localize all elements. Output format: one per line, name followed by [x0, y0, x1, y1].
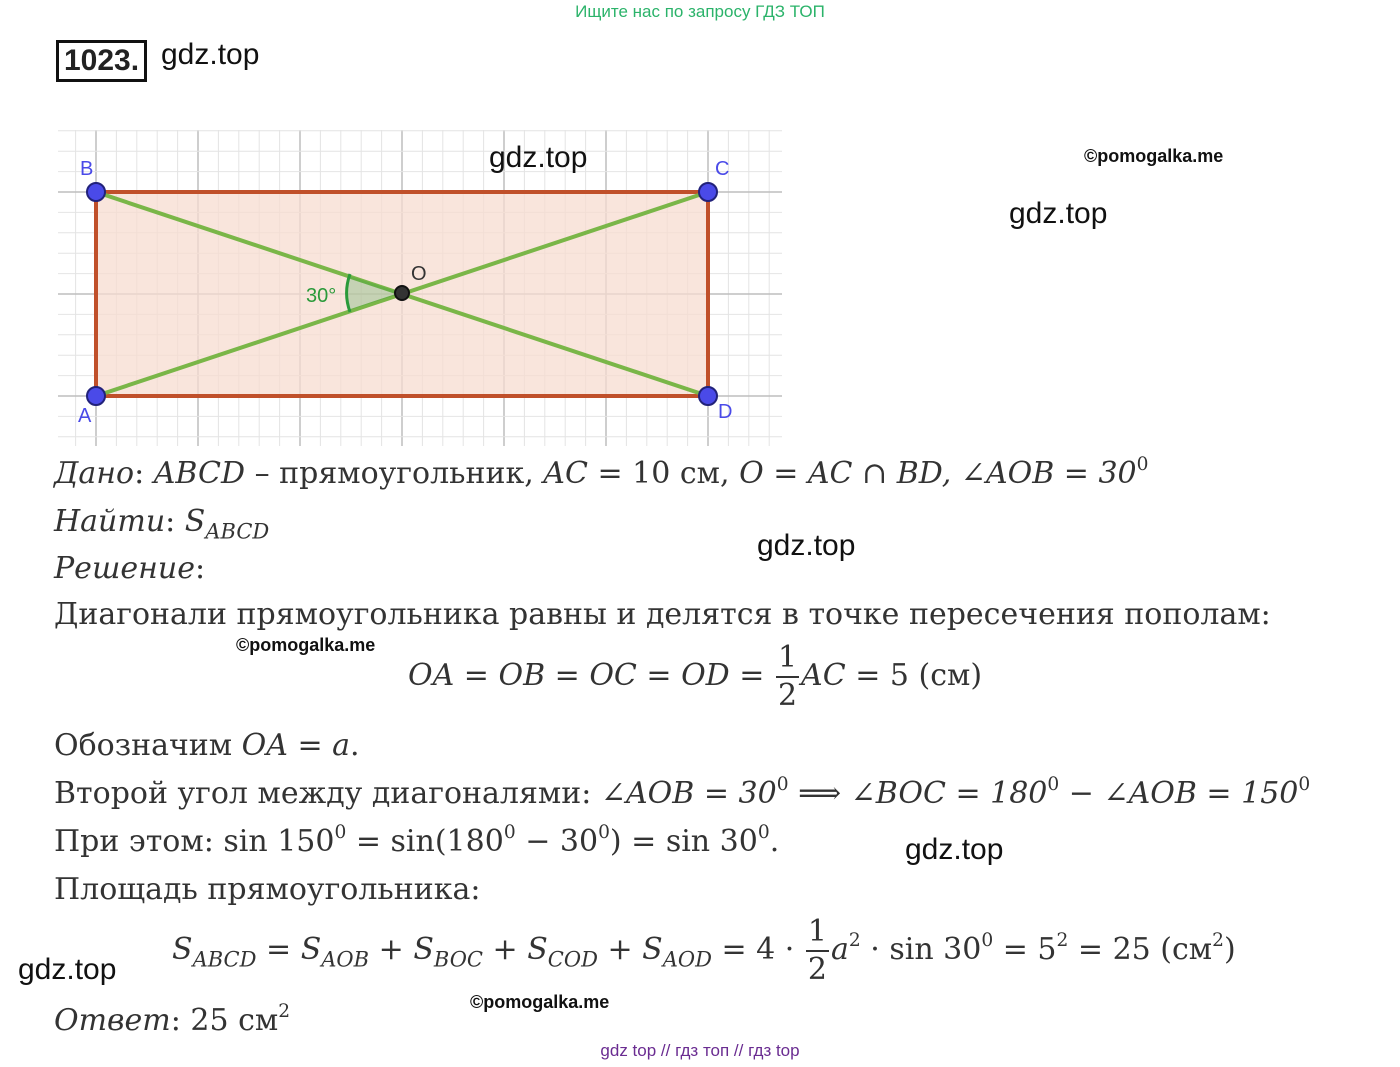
deg-3: 0	[1298, 773, 1311, 795]
label-c: C	[715, 158, 730, 180]
eq-sign: =	[266, 932, 292, 967]
sq-4: 2	[278, 1000, 291, 1022]
point-b	[87, 183, 105, 201]
frac2-num: 1	[806, 914, 829, 952]
sub-boc: BOC	[433, 947, 483, 972]
site-name: gdz.top	[161, 38, 260, 71]
sin-eq2: = sin(180	[355, 824, 504, 859]
denote-line: Обозначим OA = a.	[54, 728, 360, 763]
angle-eq1: ∠AOB = 30	[600, 776, 777, 811]
task-number: 1023.	[56, 40, 147, 82]
s-cod: S	[527, 932, 548, 967]
find-sub: ABCD	[205, 519, 270, 544]
angle-label: 30°	[306, 285, 337, 307]
given-line: Дано: ABCD – прямоугольник, AC = 10 см, O = AC ∩ BD, ∠AOB = $30^0$	[54, 453, 1149, 491]
sin-text: При этом:	[54, 824, 214, 859]
watermark-pomogalka-3: ©pomogalka.me	[470, 992, 610, 1012]
answer-label: Ответ	[54, 1003, 171, 1038]
watermark-pomogalka-2: ©pomogalka.me	[236, 635, 376, 655]
given-o: O = AC ∩ BD, ∠AOB = 30	[739, 456, 1137, 491]
area-text: Площадь прямоугольника:	[54, 872, 481, 907]
footer-links: gdz top // гдз топ // гдз top	[600, 1041, 800, 1060]
sin-eq3: − 30	[525, 824, 599, 859]
plus-3: +	[607, 932, 633, 967]
deg-7: 0	[757, 821, 770, 843]
label-a: A	[78, 405, 92, 427]
point-a	[87, 387, 105, 405]
s-abcd: S	[172, 932, 193, 967]
deg-6: 0	[598, 821, 610, 843]
second-angle-line	[54, 773, 1311, 811]
frac-den: 2	[777, 678, 798, 713]
frac-num: 1	[776, 640, 799, 678]
s-boc: S	[413, 932, 434, 967]
area-result: = 25 (см	[1077, 932, 1213, 967]
deg-1: 0	[776, 773, 789, 795]
angle-text: Второй угол между диагоналями:	[54, 776, 592, 811]
solution-heading: Решение:	[54, 551, 206, 586]
sub-abcd: ABCD	[192, 947, 257, 972]
sub-cod: COD	[547, 947, 598, 972]
watermark-gdz-4: gdz.top	[905, 833, 1004, 866]
plus-2: +	[492, 932, 518, 967]
find-label: Найти	[54, 504, 166, 539]
find-s: S	[184, 504, 206, 539]
denote-text: Обозначим	[54, 728, 233, 763]
sin-line: При этом: $\sin 150^0 = \sin(180^0 - 30^0) = \sin 30^0$.	[54, 821, 780, 859]
area-equation	[172, 914, 1236, 988]
answer-line	[54, 1000, 291, 1038]
eq1-ac: AC	[801, 658, 846, 693]
fraction-half-2	[806, 914, 829, 988]
area-sin: · sin 30	[870, 932, 982, 967]
eq1-left: OA = OB = OC = OD =	[408, 658, 765, 693]
answer-value: : 25 см	[170, 1003, 279, 1038]
deg-5: 0	[503, 821, 516, 843]
denote-eq: OA = a	[241, 728, 351, 763]
label-b: B	[80, 158, 94, 180]
given-ac: AC	[543, 456, 588, 491]
sq-2: 2	[1056, 929, 1069, 951]
eq1-right: = 5 (см)	[855, 658, 983, 693]
sub-aob: AOB	[321, 947, 370, 972]
point-d	[699, 387, 717, 405]
sq-3: 2	[1212, 929, 1224, 951]
given-ac-val: = 10 см,	[597, 456, 730, 491]
s-aob: S	[300, 932, 322, 967]
degree: 0	[1136, 453, 1149, 475]
deg-4: 0	[334, 821, 347, 843]
top-banner: Ищите нас по запросу ГДЗ ТОП	[575, 2, 825, 21]
watermark-gdz-5: gdz.top	[18, 953, 117, 986]
given-label: Дано	[54, 456, 135, 491]
watermark-gdz-2: gdz.top	[1009, 197, 1108, 230]
watermark-pomogalka-1: ©pomogalka.me	[1084, 146, 1224, 166]
given-rect: ABCD	[153, 456, 246, 491]
fraction-half	[776, 640, 799, 714]
equation-half-diagonal	[408, 640, 982, 714]
solution-label: Решение	[54, 551, 195, 586]
label-o: O	[411, 263, 427, 285]
sin-eq1: sin 150	[223, 824, 335, 859]
sq-1: 2	[848, 929, 861, 951]
diagonals-text: Диагонали прямоугольника равны и делятся в точке пересечения пополам:	[54, 597, 1271, 632]
angle-eq3: − ∠AOB = 150	[1068, 776, 1299, 811]
deg-8: 0	[981, 929, 994, 951]
area-pow: = 5	[1002, 932, 1057, 967]
frac2-den: 2	[807, 952, 827, 987]
area-close: )	[1223, 932, 1236, 967]
watermark-gdz-3: gdz.top	[757, 529, 856, 562]
s-aod: S	[642, 932, 663, 967]
sub-aod: AOD	[662, 947, 712, 972]
point-c	[699, 183, 717, 201]
find-line: Найти: $S_{ABCD}$	[54, 504, 270, 544]
sin-eq4: ) = sin 30	[609, 824, 758, 859]
given-dash: – прямоугольник,	[254, 456, 534, 491]
area-four: = 4 ·	[721, 932, 795, 967]
rectangle-figure	[58, 130, 782, 446]
watermark-gdz-1: gdz.top	[489, 141, 588, 174]
deg-2: 0	[1047, 773, 1060, 795]
plus-1: +	[378, 932, 404, 967]
point-o	[395, 286, 409, 300]
area-a: a	[830, 932, 849, 967]
angle-eq2: ⟹ ∠BOC = 180	[798, 776, 1048, 811]
label-d: D	[718, 401, 733, 423]
